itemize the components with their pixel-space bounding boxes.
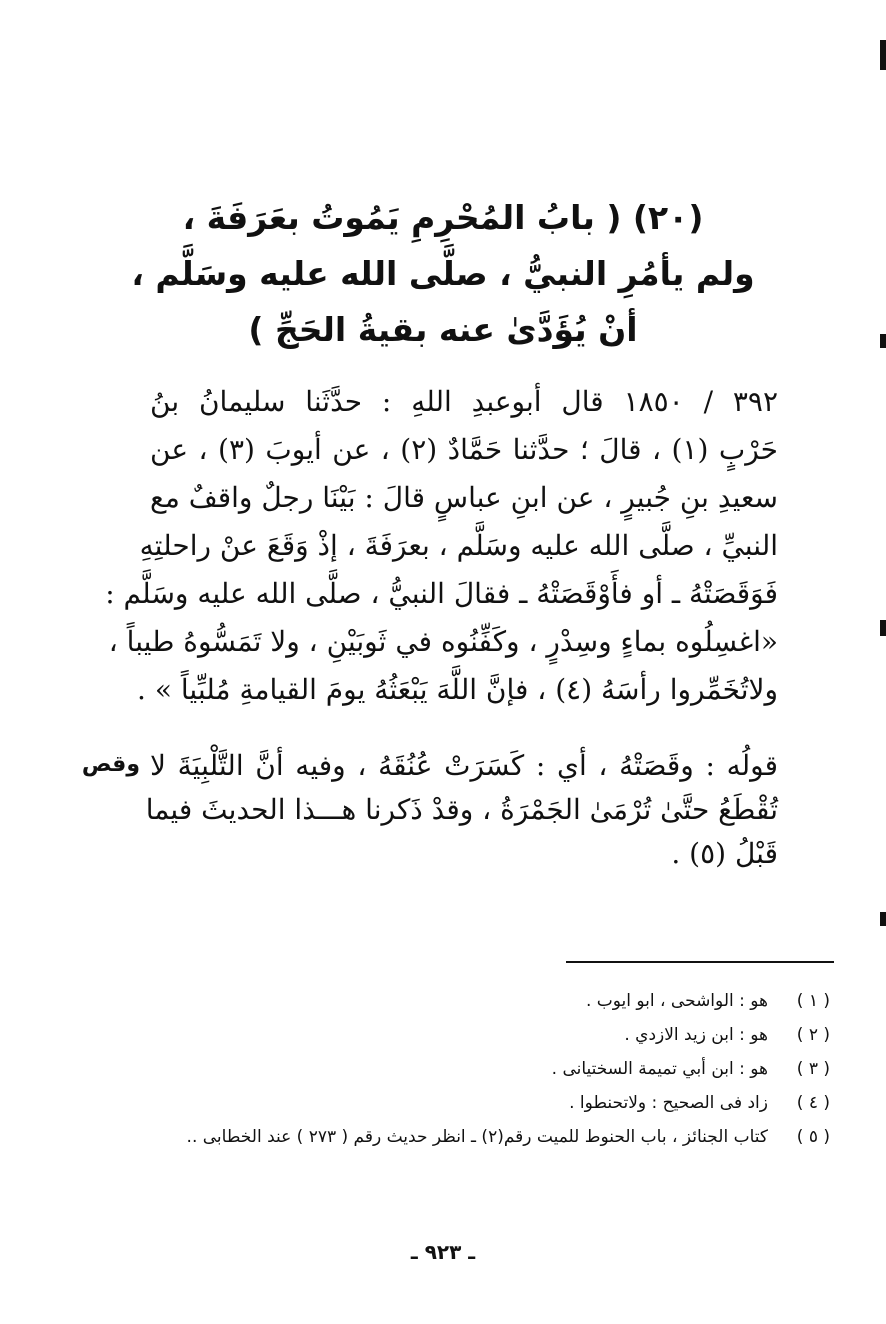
- commentary-text: [145, 744, 778, 876]
- margin-keyword: وقص: [81, 752, 140, 777]
- footnote-item: [130, 1120, 830, 1154]
- footnote-text: هو : ابن أبي تميمة السختيانى .: [551, 1059, 768, 1079]
- footnote-text: هو : الواشحى ، ابو ايوب .: [585, 991, 768, 1011]
- chapter-heading: [60, 190, 826, 358]
- chapter-heading-line: أنْ يُؤَدَّىٰ عنه بقيةُ الحَجِّ ): [248, 310, 638, 349]
- hadith-text: [105, 378, 779, 714]
- footnote-text: هو : ابن زيد الازدي .: [624, 1025, 768, 1045]
- hadith-line: ٣٩٢ / ١٨٥٠ قال أبوعبدِ اللهِ : حدَّثَنا سليمانُ بنُ: [150, 385, 779, 418]
- scan-edge-mark: [880, 912, 886, 926]
- footnote-item: [130, 1018, 830, 1052]
- commentary-line: تُقْطَعُ حتَّىٰ تُرْمَىٰ الجَمْرَةُ ، وقدْ ذَكرنا هـــذا الحديثَ فيما: [145, 793, 778, 826]
- hadith-line: حَرْبٍ (١) ، قالَ ؛ حدَّثنا حَمَّادٌ (٢) ، عن أيوبَ (٣) ، عن: [150, 433, 778, 466]
- hadith-line: النبيِّ ، صلَّى الله عليه وسَلَّم ، بعرَفَةَ ، إذْ وَقَعَ عنْ راحلتِهِ: [139, 529, 778, 562]
- scan-edge-mark: [880, 620, 886, 636]
- footnote-number: ( ٢ ): [796, 1025, 830, 1045]
- footnote-separator: [566, 961, 834, 963]
- footnote-number: ( ١ ): [796, 991, 830, 1011]
- commentary-line: قولُه : وقَصَتْهُ ، أي : كَسَرَتْ عُنُقَهُ ، وفيه أنَّ التَّلْبِيَةَ لا: [150, 749, 778, 782]
- hadith-line: سعيدِ بنِ جُبيرٍ ، عن ابنِ عباسٍ قالَ : بَيْنَا رجلٌ واقفٌ مع: [149, 481, 778, 514]
- footnote-number: ( ٥ ): [796, 1127, 830, 1147]
- chapter-heading-line: (٢٠) ( بابُ المُحْرِمِ يَمُوتُ بعَرَفَةَ ،: [182, 198, 704, 237]
- footnote-item: [130, 1052, 830, 1086]
- scan-edge-mark: [880, 40, 886, 70]
- footnote-text: زاد فى الصحيح : ولاتحنطوا .: [569, 1093, 768, 1113]
- hadith-line: ولاتُخَمِّروا رأسَهُ (٤) ، فإنَّ اللَّهَ يَبْعَثُهُ يومَ القيامةِ مُلبِّياً » .: [137, 673, 778, 706]
- footnote-item: [130, 984, 830, 1018]
- page-number: ـ ٩٢٣ ـ: [410, 1240, 476, 1264]
- hadith-line: «اغسِلُوه بماءٍ وسِدْرٍ ، وكَفِّنُوه في ثَوبَيْنِ ، ولا تَمَسُّوهُ طيباً ،: [108, 625, 778, 658]
- footnote-number: ( ٣ ): [796, 1059, 830, 1079]
- footnote-item: [130, 1086, 830, 1120]
- hadith-line: فَوَقَصَتْهُ ـ أو فأَوْقَصَتْهُ ـ فقالَ النبيُّ ، صلَّى الله عليه وسَلَّم :: [105, 577, 778, 610]
- chapter-heading-line: ولم يأمُرِ النبيُّ ، صلَّى الله عليه وسَلَّم ،: [131, 254, 755, 293]
- footnotes: [130, 984, 830, 1154]
- footnote-number: ( ٤ ): [796, 1093, 830, 1113]
- footnote-text: كتاب الجنائز ، باب الحنوط للميت رقم(٢) ـ انظر حديث رقم ( ٢٧٣ ) عند الخطابى ..: [186, 1127, 768, 1147]
- commentary-line: قَبْلُ (٥) .: [671, 837, 778, 870]
- scan-edge-mark: [880, 334, 886, 348]
